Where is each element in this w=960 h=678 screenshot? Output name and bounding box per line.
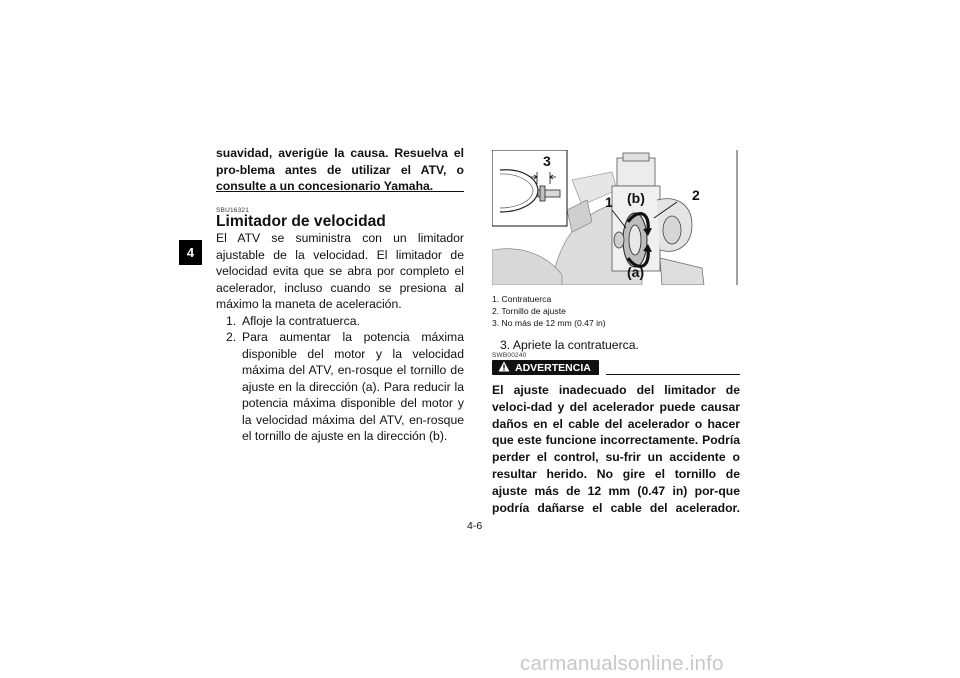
section-heading: Limitador de velocidad <box>216 213 386 230</box>
callout-a: (a) <box>627 264 645 280</box>
warning-rule <box>606 374 740 375</box>
speed-limiter-illustration <box>492 150 738 285</box>
section-body <box>216 230 464 445</box>
step-item <box>216 313 464 330</box>
caption-item: 2. Tornillo de ajuste <box>492 306 566 316</box>
warning-label: ADVERTENCIA <box>515 361 591 374</box>
steps-list <box>216 313 464 445</box>
callout-2: 2 <box>692 187 700 203</box>
step-3: 3. Apriete la contratuerca. <box>500 338 639 352</box>
step-item <box>216 329 464 445</box>
warning-badge <box>492 360 599 375</box>
section-code: SBU16321 <box>216 207 250 214</box>
step-text: Afloje la contratuerca. <box>242 313 360 328</box>
warning-text: El ajuste inadecuado del limitador de veloci-dad y del acelerador puede causar daños en el cable del acelerador o hacer que este funcione incorrectamente. Podría perder el control, su-frir un accidente o resultar herido. No gire el tornillo de ajuste más de 12 mm (0.47 in) por-que podría dañarse el cable del acelerador. <box>492 383 740 515</box>
warning-code: SWB00240 <box>492 352 527 359</box>
chapter-tab: 4 <box>179 240 202 265</box>
speed-limiter-figure <box>492 150 738 285</box>
caption-item: 3. No más de 12 mm (0.47 in) <box>492 318 606 328</box>
section-paragraph: El ATV se suministra con un limitador ajustable de la velocidad. El limitador de velocidad evita que se abra por completo el acelerador, incluso cuando se presiona al máximo la maneta de aceleración. <box>216 231 464 311</box>
callout-b: (b) <box>627 190 645 206</box>
page-number: 4-6 <box>467 520 483 532</box>
caption-item: 1. Contratuerca <box>492 294 552 304</box>
callout-3: 3 <box>543 153 551 169</box>
watermark: carmanualsonline.info <box>520 652 724 675</box>
step-number: 1. <box>226 313 237 328</box>
intro-paragraph: suavidad, averigüe la causa. Resuelva el pro-blema antes de utilizar el ATV, o consulte a un concesionario Yamaha. <box>216 146 464 193</box>
callout-1: 1 <box>605 194 613 210</box>
warning-icon <box>498 361 510 375</box>
section-divider <box>216 191 464 192</box>
step-number: 2. <box>226 330 237 344</box>
figure-captions <box>492 293 606 329</box>
step-text: Para aumentar la potencia máxima disponible del motor y la velocidad máxima del ATV, en-rosque el tornillo de ajuste en la dirección (a). Para reducir la potencia máxima disponible del motor y la velocidad máxima del ATV, en-rosque el tornillo de ajuste en la dirección (b). <box>242 330 464 443</box>
